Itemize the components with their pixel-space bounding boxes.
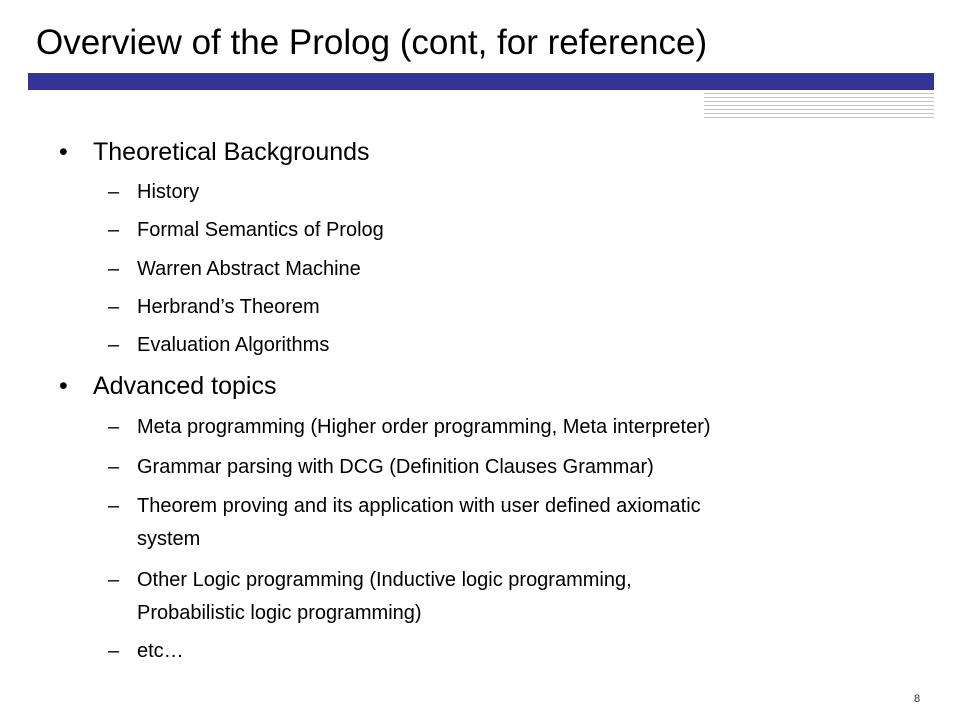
list-item-text: Other Logic programming (Inductive logic programming, [137, 569, 632, 591]
list-item [108, 491, 701, 521]
list-item-text: Formal Semantics of Prolog [137, 219, 384, 241]
section-heading [59, 371, 277, 401]
list-item [108, 565, 632, 595]
list-item [108, 452, 654, 482]
list-item-text: History [137, 181, 200, 203]
dash-icon: – [108, 569, 120, 591]
dash-icon: – [108, 456, 120, 478]
list-item [108, 254, 361, 284]
dash-icon: – [108, 296, 120, 318]
list-item [108, 636, 184, 666]
section-heading-text: Advanced topics [93, 372, 277, 400]
list-item-text: etc… [137, 640, 184, 662]
list-item-text: Meta programming (Higher order programming, Meta interpreter) [137, 416, 711, 438]
list-item-text: Theorem proving and its application with user defined axiomatic [137, 495, 701, 517]
section-heading-text: Theoretical Backgrounds [93, 138, 370, 166]
list-item [108, 177, 200, 207]
list-item [108, 330, 330, 360]
list-item-text: Evaluation Algorithms [137, 334, 330, 356]
dash-icon: – [108, 258, 120, 280]
dash-icon: – [108, 181, 120, 203]
section-heading [59, 137, 370, 167]
list-item-text: Herbrand’s Theorem [137, 296, 320, 318]
list-item-continuation [137, 598, 422, 628]
dash-icon: – [108, 416, 120, 438]
list-item-continuation [137, 524, 200, 554]
list-item-text: system [137, 528, 201, 550]
list-item-text: Warren Abstract Machine [137, 258, 361, 280]
slide-title: Overview of the Prolog (cont, for reference) [36, 23, 708, 62]
list-item-text: Probabilistic logic programming) [137, 602, 422, 624]
list-item [108, 412, 711, 442]
list-item-text: Grammar parsing with DCG (Definition Clauses Grammar) [137, 456, 654, 478]
dash-icon: – [108, 640, 120, 662]
dash-icon: – [108, 334, 120, 356]
bullet-dot-icon: • [59, 138, 68, 166]
dash-icon: – [108, 495, 120, 517]
dash-icon: – [108, 219, 120, 241]
page-number: 8 [914, 693, 921, 705]
list-item [108, 292, 320, 322]
list-item [108, 215, 384, 245]
bullet-dot-icon: • [59, 372, 68, 400]
